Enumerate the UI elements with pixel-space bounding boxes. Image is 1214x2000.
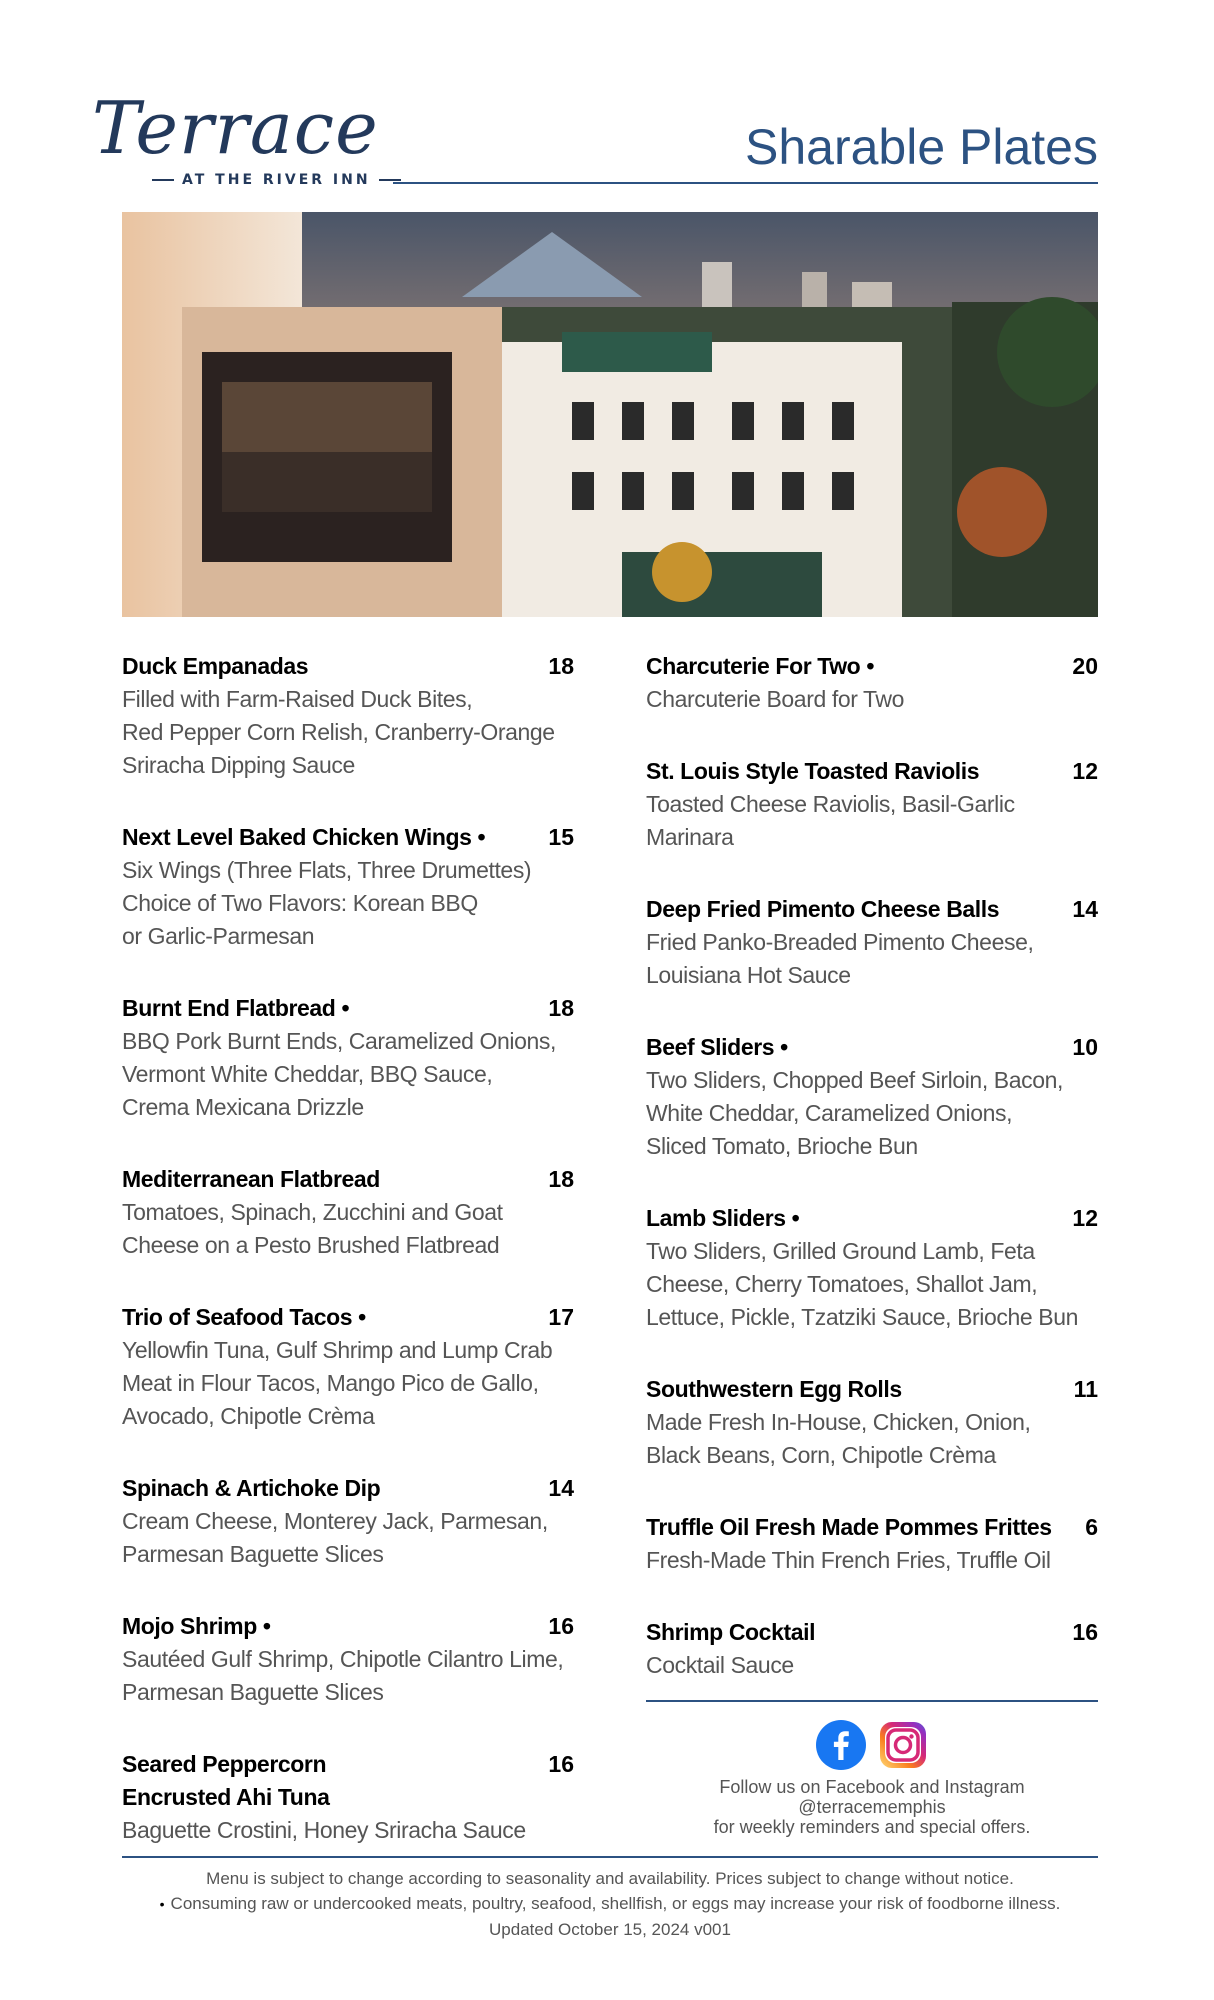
item-price: 16 — [1072, 1619, 1098, 1645]
logo-script: Terrace — [92, 86, 379, 170]
menu-item — [122, 650, 574, 782]
social-handle[interactable]: @terracememphis — [798, 1797, 946, 1817]
social-follow-text: Follow us on Facebook and Instagram — [719, 1777, 1025, 1797]
menu-item — [646, 1616, 1098, 1682]
logo-subtitle: AT THE RIVER INN — [144, 172, 409, 188]
item-description: Tomatoes, Spinach, Zucchini and Goat Cheese on a Pesto Brushed Flatbread — [122, 1199, 503, 1258]
item-name: Deep Fried Pimento Cheese Balls — [646, 896, 1000, 922]
item-name: St. Louis Style Toasted Raviolis — [646, 758, 980, 784]
logo — [92, 86, 382, 192]
item-description: Sautéed Gulf Shrimp, Chipotle Cilantro Lime, Parmesan Baguette Slices — [122, 1646, 564, 1705]
item-description: Filled with Farm-Raised Duck Bites, Red Pepper Corn Relish, Cranberry-Orange Sriracha Dipping Sauce — [122, 686, 555, 778]
item-name: Mediterranean Flatbread — [122, 1166, 380, 1192]
item-name: Trio of Seafood Tacos • — [122, 1304, 366, 1330]
menu-item — [122, 821, 574, 953]
item-price: 14 — [548, 1475, 574, 1501]
facebook-icon[interactable] — [816, 1720, 866, 1775]
instagram-icon[interactable] — [878, 1720, 928, 1775]
hero-photo — [122, 212, 1098, 617]
item-description: Two Sliders, Grilled Ground Lamb, Feta Cheese, Cherry Tomatoes, Shallot Jam, Lettuce, Pickle, Tzatziki Sauce, Brioche Bun — [646, 1238, 1078, 1330]
item-name: Charcuterie For Two • — [646, 653, 874, 679]
item-description: Cream Cheese, Monterey Jack, Parmesan, Parmesan Baguette Slices — [122, 1508, 548, 1567]
item-price: 11 — [1073, 1376, 1098, 1402]
item-price: 15 — [548, 824, 574, 850]
footer — [122, 1866, 1098, 1942]
item-price: 16 — [548, 1613, 574, 1639]
bullet-icon: • — [159, 1896, 165, 1912]
item-name: Duck Empanadas — [122, 653, 309, 679]
menu-item — [122, 1472, 574, 1571]
item-description: Made Fresh In-House, Chicken, Onion, Black Beans, Corn, Chipotle Crèma — [646, 1409, 1031, 1468]
item-name: Shrimp Cocktail — [646, 1619, 816, 1645]
item-price: 18 — [548, 653, 574, 679]
page-title: Sharable Plates — [744, 119, 1098, 175]
menu-column-left — [122, 650, 574, 1886]
menu-item — [646, 893, 1098, 992]
item-price: 17 — [548, 1304, 574, 1330]
title-divider — [393, 182, 1098, 184]
menu-item — [122, 1301, 574, 1433]
item-name: Lamb Sliders • — [646, 1205, 800, 1231]
menu-item — [646, 1373, 1098, 1472]
item-description: Charcuterie Board for Two — [646, 686, 905, 712]
item-name: Next Level Baked Chicken Wings • — [122, 824, 486, 850]
item-description: Yellowfin Tuna, Gulf Shrimp and Lump Crab Meat in Flour Tacos, Mango Pico de Gallo, Avocado, Chipotle Crèma — [122, 1337, 553, 1429]
item-description: Fresh-Made Thin French Fries, Truffle Oil — [646, 1547, 1051, 1573]
item-name: Mojo Shrimp • — [122, 1613, 271, 1639]
footer-divider — [122, 1856, 1098, 1858]
menu-item — [122, 1748, 574, 1847]
item-name: Beef Sliders • — [646, 1034, 788, 1060]
item-description: Six Wings (Three Flats, Three Drumettes) Choice of Two Flavors: Korean BBQ or Garlic-Parmesan — [122, 857, 532, 949]
item-price: 18 — [548, 995, 574, 1021]
item-name: Seared Peppercorn Encrusted Ahi Tuna — [122, 1751, 330, 1810]
footer-warning: • Consuming raw or undercooked meats, poultry, seafood, shellfish, or eggs may increase your risk of foodborne illness. — [159, 1894, 1061, 1913]
item-price: 14 — [1072, 896, 1098, 922]
item-price: 12 — [1072, 758, 1098, 784]
item-price: 10 — [1072, 1034, 1098, 1060]
social-offer-text: for weekly reminders and special offers. — [713, 1817, 1031, 1837]
item-description: Two Sliders, Chopped Beef Sirloin, Bacon, White Cheddar, Caramelized Onions, Sliced Tomato, Brioche Bun — [646, 1067, 1064, 1159]
item-price: 18 — [548, 1166, 574, 1192]
menu-item — [122, 1163, 574, 1262]
menu-item — [646, 755, 1098, 854]
item-price: 16 — [548, 1751, 574, 1777]
item-description: Cocktail Sauce — [646, 1652, 794, 1678]
item-description: Toasted Cheese Raviolis, Basil-Garlic Marinara — [646, 791, 1015, 850]
item-description: Fried Panko-Breaded Pimento Cheese, Louisiana Hot Sauce — [646, 929, 1034, 988]
item-name: Burnt End Flatbread • — [122, 995, 350, 1021]
social-divider — [646, 1700, 1098, 1702]
menu-item — [122, 1610, 574, 1709]
item-price: 12 — [1072, 1205, 1098, 1231]
menu-item — [122, 992, 574, 1124]
footer-disclaimer: Menu is subject to change according to seasonality and availability. Prices subject to change without notice. — [206, 1869, 1014, 1888]
footer-updated: Updated October 15, 2024 v001 — [489, 1920, 731, 1939]
item-price: 6 — [1085, 1514, 1098, 1540]
menu-item — [646, 1511, 1098, 1577]
social-block — [646, 1720, 1098, 1837]
item-name: Spinach & Artichoke Dip — [122, 1475, 381, 1501]
item-description: Baguette Crostini, Honey Sriracha Sauce — [122, 1817, 526, 1843]
menu-column-right — [646, 650, 1098, 1721]
menu-item — [646, 650, 1098, 716]
menu-item — [646, 1031, 1098, 1163]
menu-item — [646, 1202, 1098, 1334]
item-name: Southwestern Egg Rolls — [646, 1376, 902, 1402]
item-description: BBQ Pork Burnt Ends, Caramelized Onions, Vermont White Cheddar, BBQ Sauce, Crema Mexicana Drizzle — [122, 1028, 556, 1120]
item-name: Truffle Oil Fresh Made Pommes Frittes — [646, 1514, 1052, 1540]
item-price: 20 — [1072, 653, 1098, 679]
